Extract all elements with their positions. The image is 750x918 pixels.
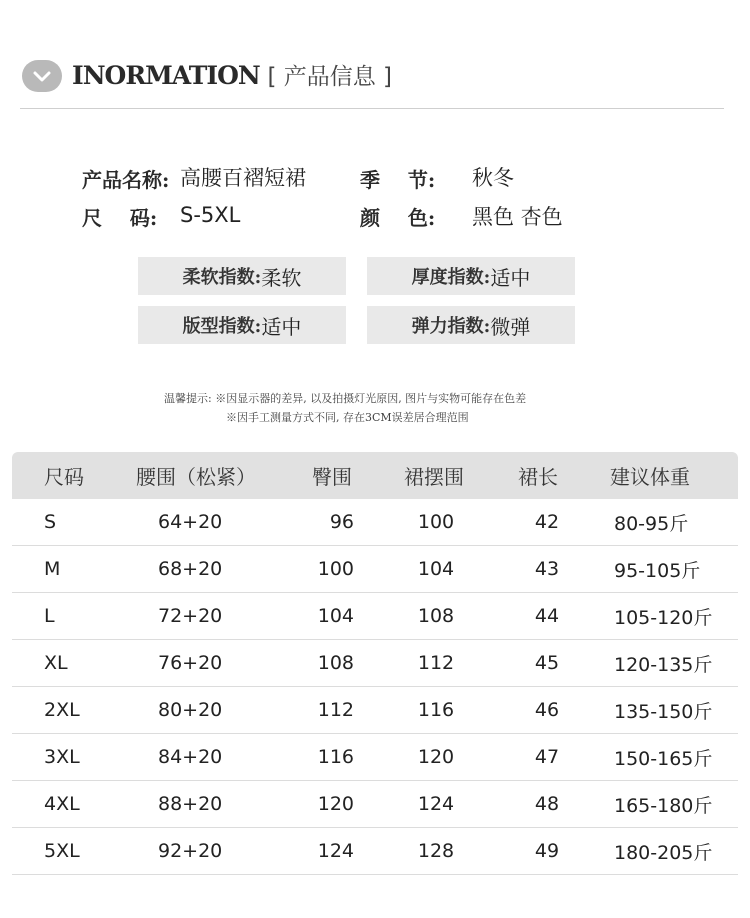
header-cell-waist: 腰围（松紧）	[136, 465, 256, 489]
header-cell-weight: 建议体重	[610, 465, 690, 489]
cell-size: 3XL	[44, 746, 80, 768]
cell-hip: 108	[317, 652, 354, 674]
table-row	[12, 687, 738, 734]
chevron-down-icon	[22, 60, 62, 92]
table-row	[12, 734, 738, 781]
product-name-value: 高腰百褶短裙	[180, 166, 306, 190]
cell-size: M	[44, 558, 61, 580]
season-value: 秋冬	[472, 166, 514, 190]
cell-weight: 95-105斤	[614, 559, 701, 582]
table-body	[12, 499, 738, 875]
cell-waist: 88+20	[158, 793, 223, 815]
cell-waist: 92+20	[158, 840, 223, 862]
index-value: 适中	[490, 265, 531, 290]
cell-size: 5XL	[44, 840, 80, 862]
cell-size: 2XL	[44, 699, 80, 721]
cell-hip: 112	[317, 699, 354, 721]
header-cell-hem: 裙摆围	[404, 465, 464, 489]
cell-hip: 124	[317, 840, 354, 862]
header-cell-size: 尺码	[44, 465, 84, 489]
cell-hem: 116	[417, 699, 455, 721]
index-label: 版型指数:	[182, 316, 262, 337]
elasticity-index	[367, 306, 575, 344]
cell-size: S	[44, 511, 57, 533]
season-label: 季 节:	[360, 168, 436, 192]
cell-weight: 150-165斤	[614, 747, 713, 770]
cell-hem: 112	[417, 652, 455, 674]
product-name-label: 产品名称:	[82, 168, 170, 192]
cell-length: 47	[534, 746, 560, 768]
section-title	[72, 58, 392, 92]
fit-index	[138, 306, 346, 344]
index-label: 弹力指数:	[411, 316, 491, 337]
tip-line-color: 温馨提示: ※因显示器的差异, 以及拍摄灯光原因, 图片与实物可能存在色差	[164, 392, 527, 405]
size-table	[12, 452, 738, 875]
cell-hip: 104	[317, 605, 354, 627]
header-cell-length: 裙长	[518, 465, 558, 489]
table-row	[12, 499, 738, 546]
softness-index	[138, 257, 346, 295]
color-value: 黑色 杏色	[472, 205, 563, 229]
table-header	[12, 452, 738, 499]
cell-size: XL	[44, 652, 68, 674]
cell-hip: 120	[317, 793, 354, 815]
cell-hem: 128	[417, 840, 455, 862]
size-range-value: S-5XL	[180, 203, 241, 227]
cell-hip: 96	[329, 511, 354, 533]
cell-waist: 80+20	[158, 699, 223, 721]
header-cell-hip: 臀围	[312, 465, 352, 489]
cell-length: 46	[534, 699, 560, 721]
index-value: 适中	[261, 314, 302, 339]
section-title-cn: [ 产品信息 ]	[267, 64, 393, 90]
index-label: 厚度指数:	[411, 267, 491, 288]
cell-waist: 68+20	[158, 558, 223, 580]
cell-hem: 124	[417, 793, 455, 815]
cell-waist: 64+20	[158, 511, 223, 533]
cell-weight: 105-120斤	[614, 606, 713, 629]
table-row	[12, 781, 738, 828]
cell-length: 43	[534, 558, 560, 580]
cell-hip: 116	[317, 746, 354, 768]
section-title-en: INORMATION	[72, 61, 260, 90]
cell-weight: 165-180斤	[614, 794, 713, 817]
cell-size: L	[44, 605, 55, 627]
cell-weight: 135-150斤	[614, 700, 713, 723]
table-row	[12, 828, 738, 875]
cell-weight: 120-135斤	[614, 653, 713, 676]
cell-hem: 104	[417, 558, 455, 580]
thickness-index	[367, 257, 575, 295]
table-row	[12, 640, 738, 687]
size-range-label: 尺 码:	[82, 206, 158, 230]
cell-length: 42	[534, 511, 560, 533]
index-label: 柔软指数:	[182, 267, 262, 288]
cell-waist: 76+20	[158, 652, 223, 674]
cell-hem: 108	[417, 605, 455, 627]
tip-line-measure: ※因手工测量方式不同, 存在3CM误差居合理范围	[226, 411, 469, 424]
cell-waist: 72+20	[158, 605, 223, 627]
cell-hip: 100	[317, 558, 354, 580]
cell-length: 45	[534, 652, 560, 674]
cell-waist: 84+20	[158, 746, 223, 768]
cell-size: 4XL	[44, 793, 80, 815]
cell-hem: 120	[417, 746, 455, 768]
index-value: 柔软	[261, 265, 302, 290]
cell-length: 49	[534, 840, 560, 862]
cell-length: 48	[534, 793, 560, 815]
cell-weight: 80-95斤	[614, 512, 689, 535]
cell-weight: 180-205斤	[614, 841, 713, 864]
index-value: 微弹	[490, 314, 531, 339]
color-label: 颜 色:	[360, 206, 436, 230]
header-divider	[20, 108, 724, 109]
table-row	[12, 593, 738, 640]
cell-hem: 100	[417, 511, 455, 533]
table-row	[12, 546, 738, 593]
cell-length: 44	[534, 605, 560, 627]
